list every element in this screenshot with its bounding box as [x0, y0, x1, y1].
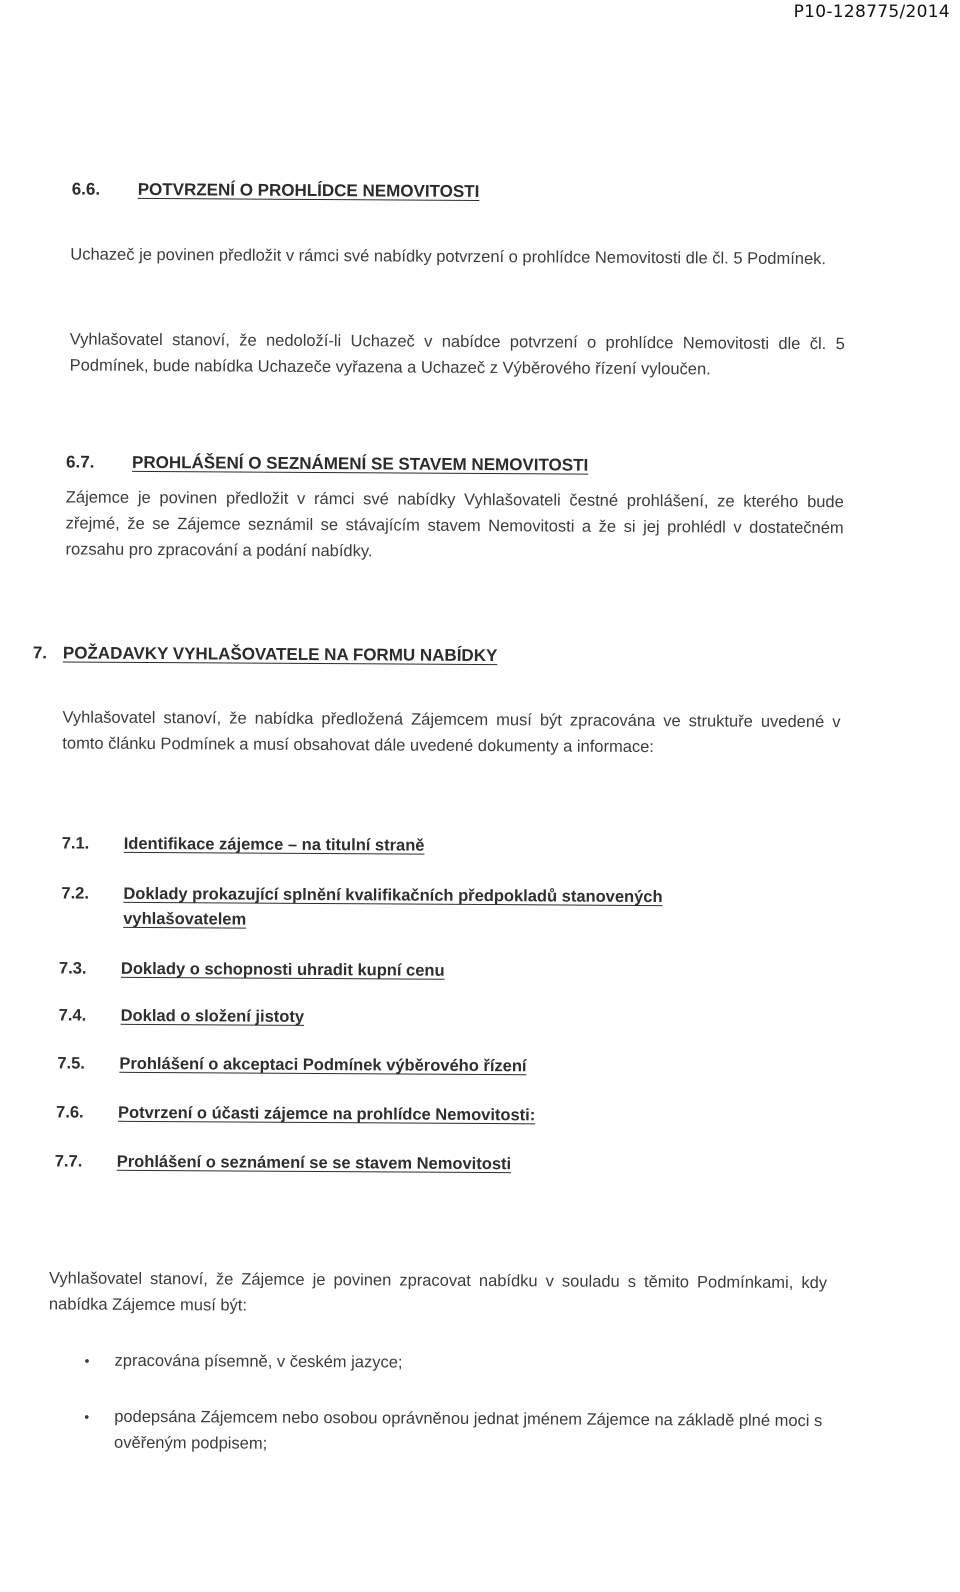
section-number: 7. — [32, 643, 48, 663]
list-item — [57, 1051, 777, 1081]
item-number: 7.4. — [58, 1006, 87, 1025]
bullet-icon: • — [84, 1408, 90, 1425]
list-item — [59, 956, 779, 986]
bullet-text: zpracována písemně, v českém jazyce; — [114, 1351, 403, 1372]
document-id: P10-128775/2014 — [793, 2, 950, 22]
item-number: 7.5. — [57, 1054, 85, 1073]
item-text: Doklady prokazující splnění kvalifikačních předpokladů stanovených vyhlašovatelem — [123, 884, 663, 929]
item-text: Doklad o složení jistoty — [120, 1006, 305, 1026]
list-item — [59, 1003, 779, 1033]
item-number: 7.7. — [54, 1152, 83, 1171]
item-number: 7.1. — [61, 834, 90, 853]
section-number: 6.6. — [71, 179, 101, 199]
item-text: Prohlášení o akceptaci Podmínek výběrového řízení — [119, 1054, 527, 1076]
item-text: Prohlášení o seznámení se se stavem Nemovitosti — [116, 1152, 512, 1174]
section-6-6-paragraph-2: Vyhlašovatel stanoví, že nedoloží-li Uchazeč v nabídce potvrzení o prohlídce Nemovitosti dle čl. 5 Podmínek, bude nabídka Uchazeče vyřazena a Uchazeč z Výběrového řízení vyloučen. — [69, 330, 845, 379]
section-6-6-heading — [72, 179, 480, 201]
section-7-paragraph-1: Vyhlašovatel stanoví, že nabídka předložená Zájemcem musí být zpracována ve struktuře uvedené v tomto článku Podmínek a musí obsahovat dále uvedené dokumenty a informace: — [62, 708, 841, 757]
section-number: 6.7. — [65, 452, 95, 472]
list-item — [55, 1149, 775, 1179]
item-text: Potvrzení o účasti zájemce na prohlídce Nemovitosti: — [118, 1103, 536, 1125]
bullet-item — [84, 1348, 824, 1381]
list-item — [56, 1100, 776, 1130]
section-7-paragraph-2: Vyhlašovatel stanoví, že Zájemce je povinen zpracovat nabídku v souladu s těmito Podmínkami, kdy nabídka Zájemce musí být: — [48, 1269, 828, 1315]
list-item — [62, 831, 782, 861]
section-6-6-paragraph-1: Uchazeč je povinen předložit v rámci své nabídky potvrzení o prohlídce Nemovitosti dle čl. 5 Podmínek. — [70, 245, 827, 269]
item-text: Doklady o schopnosti uhradit kupní cenu — [120, 959, 445, 980]
section-title: POŽADAVKY VYHLAŠOVATELE NA FORMU NABÍDKY — [62, 643, 498, 666]
item-number: 7.6. — [56, 1103, 84, 1122]
section-6-7-paragraph: Zájemce je povinen předložit v rámci své nabídky Vyhlašovateli čestné prohlášení, ze kterého bude zřejmé, že se Zájemce seznámil se stávajícím stavem Nemovitosti a že si jej prohlédl v dostatečném rozsahu pro zpracování a podání nabídky. — [65, 488, 844, 561]
section-7-heading — [33, 643, 498, 666]
item-number: 7.2. — [61, 884, 90, 903]
item-number: 7.3. — [58, 959, 87, 978]
section-title: POTVRZENÍ O PROHLÍDCE NEMOVITOSTI — [137, 179, 480, 201]
item-text: Identifikace zájemce – na titulní straně — [123, 834, 425, 855]
bullet-text: podepsána Zájemcem nebo osobou oprávněnou jednat jménem Zájemce na základě plné moci s ověřeným podpisem; — [114, 1407, 823, 1453]
section-6-7-heading — [66, 452, 588, 475]
section-title: PROHLÁŠENÍ O SEZNÁMENÍ SE STAVEM NEMOVITOSTI — [131, 452, 589, 475]
bullet-item — [84, 1404, 824, 1465]
bullet-icon: • — [84, 1352, 90, 1369]
list-item — [61, 881, 781, 937]
